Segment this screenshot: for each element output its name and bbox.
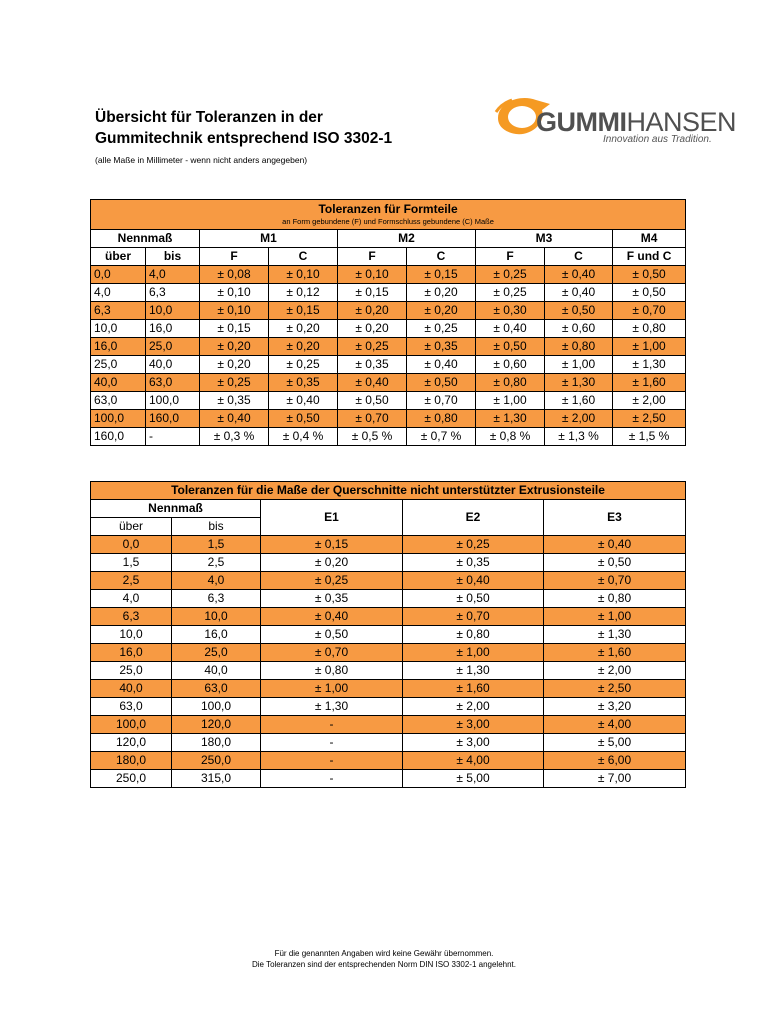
table-cell: ± 1,30	[403, 662, 544, 680]
table-cell: 10,0	[146, 302, 200, 320]
table-cell: ± 0,70	[613, 302, 686, 320]
table-cell: ± 0,20	[407, 302, 476, 320]
table-cell: ± 0,80	[407, 410, 476, 428]
table-row	[91, 266, 686, 284]
table-cell: ± 0,80	[403, 626, 544, 644]
table-cell: 100,0	[91, 410, 146, 428]
table-cell: ± 3,00	[403, 734, 544, 752]
table-cell: ± 0,40	[545, 266, 613, 284]
table-row	[91, 680, 686, 698]
table-cell: ± 0,80	[261, 662, 403, 680]
table-row	[91, 536, 686, 554]
table-cell: ± 2,00	[613, 392, 686, 410]
table-cell: ± 0,70	[403, 608, 544, 626]
table-cell: ± 1,60	[613, 374, 686, 392]
table-cell: ± 0,40	[338, 374, 407, 392]
table-cell: ± 0,40	[403, 572, 544, 590]
table-cell: 100,0	[172, 698, 261, 716]
table-row	[91, 608, 686, 626]
table-row	[91, 374, 686, 392]
table-row	[91, 734, 686, 752]
table-cell: ± 0,70	[407, 392, 476, 410]
table-cell: ± 2,50	[613, 410, 686, 428]
table-cell: ± 0,10	[338, 266, 407, 284]
table-cell: 10,0	[91, 626, 172, 644]
table-cell: ± 0,10	[200, 302, 269, 320]
table-cell: ± 0,15	[338, 284, 407, 302]
table2-column-header: E3	[544, 500, 686, 536]
table-cell: ± 2,00	[545, 410, 613, 428]
table-cell: ± 0,10	[269, 266, 338, 284]
table-cell: ± 0,12	[269, 284, 338, 302]
table-cell: ± 4,00	[403, 752, 544, 770]
table-row	[91, 662, 686, 680]
footer-line1: Für die genannten Angaben wird keine Gewähr übernommen.	[274, 949, 494, 958]
table-cell: 180,0	[172, 734, 261, 752]
table-cell: ± 0,08	[200, 266, 269, 284]
table-cell: ± 0,50	[545, 302, 613, 320]
table-cell: ± 0,50	[407, 374, 476, 392]
table-cell: ± 0,50	[261, 626, 403, 644]
table-cell: 10,0	[91, 320, 146, 338]
table-cell: 25,0	[91, 662, 172, 680]
table-cell: 40,0	[146, 356, 200, 374]
table-cell: ± 0,50	[269, 410, 338, 428]
table1-subheader-cell: bis	[146, 248, 200, 266]
table1-subheader-cell: C	[269, 248, 338, 266]
table-cell: 160,0	[146, 410, 200, 428]
table-cell: ± 3,20	[544, 698, 686, 716]
table-cell: ± 0,20	[269, 338, 338, 356]
table-cell: 250,0	[172, 752, 261, 770]
table-cell: ± 0,15	[261, 536, 403, 554]
table-cell: 6,3	[91, 608, 172, 626]
table-cell: ± 1,60	[403, 680, 544, 698]
table-cell: ± 0,15	[200, 320, 269, 338]
table-cell: ± 1,5 %	[613, 428, 686, 446]
table1-subheader-cell: F	[200, 248, 269, 266]
table-cell: ± 0,50	[403, 590, 544, 608]
table-cell: ± 0,80	[545, 338, 613, 356]
table2-title: Toleranzen für die Maße der Querschnitte nicht unterstützter Extrusionsteile	[171, 483, 605, 497]
table-cell: ± 6,00	[544, 752, 686, 770]
table2-body	[91, 536, 686, 788]
table-cell: ± 0,20	[407, 284, 476, 302]
table1-subheader-cell: C	[407, 248, 476, 266]
table-cell: ± 0,40	[545, 284, 613, 302]
footer-line2: Die Toleranzen sind der entsprechenden Norm DIN ISO 3302-1 angelehnt.	[251, 960, 516, 969]
table-cell: 63,0	[146, 374, 200, 392]
table-cell: ± 0,4 %	[269, 428, 338, 446]
logo-wordmark	[536, 108, 736, 136]
table-cell: 120,0	[172, 716, 261, 734]
table-row	[91, 284, 686, 302]
table-cell: ± 1,00	[544, 608, 686, 626]
table-cell: 16,0	[146, 320, 200, 338]
table-cell: ± 0,10	[200, 284, 269, 302]
table-cell: ± 0,25	[200, 374, 269, 392]
table1-subheader-cell: F	[476, 248, 545, 266]
table-cell: 4,0	[91, 284, 146, 302]
table-cell: 63,0	[91, 698, 172, 716]
table-cell: ± 0,20	[200, 356, 269, 374]
table1-subheader-cell: F und C	[613, 248, 686, 266]
table-cell: ± 1,30	[545, 374, 613, 392]
table-cell: ± 2,00	[403, 698, 544, 716]
table-cell: ± 1,60	[544, 644, 686, 662]
table-cell: 0,0	[91, 536, 172, 554]
table-cell: ± 1,00	[545, 356, 613, 374]
table-cell: 25,0	[91, 356, 146, 374]
extrusion-tolerance-table	[90, 481, 686, 788]
table-row	[91, 752, 686, 770]
table-cell: ± 1,30	[544, 626, 686, 644]
table-row	[91, 410, 686, 428]
table-cell: 6,3	[91, 302, 146, 320]
disclaimer-footer	[0, 948, 768, 970]
table1-subheader-cell: C	[545, 248, 613, 266]
table-cell: 4,0	[146, 266, 200, 284]
table-cell: ± 0,20	[338, 302, 407, 320]
table-cell: ± 0,25	[338, 338, 407, 356]
table2-column-header: E2	[403, 500, 544, 536]
table-row	[91, 392, 686, 410]
formteile-tolerance-table	[90, 199, 686, 446]
table-row	[91, 716, 686, 734]
table-cell: ± 0,15	[269, 302, 338, 320]
table2-column-header: E1	[261, 500, 403, 536]
table-cell: 6,3	[146, 284, 200, 302]
table-cell: ± 1,00	[476, 392, 545, 410]
table-cell: ± 0,25	[269, 356, 338, 374]
table-cell: ± 2,00	[544, 662, 686, 680]
table-cell: ± 0,40	[269, 392, 338, 410]
table1-group-header: M1	[200, 230, 338, 248]
table-cell: ± 0,35	[403, 554, 544, 572]
table-cell: ± 0,60	[545, 320, 613, 338]
table-cell: ± 0,40	[261, 608, 403, 626]
page-title-line2: Gummitechnik entsprechend ISO 3302-1	[95, 130, 393, 147]
table-row	[91, 302, 686, 320]
table-cell: ± 0,80	[476, 374, 545, 392]
table-cell: ± 0,40	[544, 536, 686, 554]
table-cell: ± 0,20	[261, 554, 403, 572]
table-cell: ± 0,50	[476, 338, 545, 356]
table-cell: ± 0,20	[200, 338, 269, 356]
table-row	[91, 770, 686, 788]
table1-title-cell	[91, 200, 686, 230]
table-cell: ± 0,25	[407, 320, 476, 338]
table-cell: ± 0,50	[613, 266, 686, 284]
table-cell: ± 0,60	[476, 356, 545, 374]
table-cell: -	[261, 734, 403, 752]
table-cell: ± 5,00	[403, 770, 544, 788]
table-cell: 160,0	[91, 428, 146, 446]
table-cell: 63,0	[172, 680, 261, 698]
table-cell: ± 0,35	[261, 590, 403, 608]
table-cell: ± 0,20	[269, 320, 338, 338]
table-cell: ± 0,8 %	[476, 428, 545, 446]
table-cell: 100,0	[146, 392, 200, 410]
logo-tagline: Innovation aus Tradition.	[603, 134, 712, 145]
table-cell: ± 2,50	[544, 680, 686, 698]
table-cell: ± 1,30	[476, 410, 545, 428]
table-cell: ± 1,60	[545, 392, 613, 410]
table-cell: ± 1,30	[613, 356, 686, 374]
table-row	[91, 590, 686, 608]
table-row	[91, 320, 686, 338]
table1-group-header: M3	[476, 230, 613, 248]
table-cell: ± 0,50	[338, 392, 407, 410]
gummihansen-logo	[490, 88, 737, 150]
table-cell: ± 0,70	[338, 410, 407, 428]
table1-nennmass-header: Nennmaß	[91, 230, 200, 248]
table-cell: ± 1,00	[403, 644, 544, 662]
table-cell: ± 0,40	[407, 356, 476, 374]
table-cell: 4,0	[91, 590, 172, 608]
table-cell: ± 0,20	[338, 320, 407, 338]
table-cell: ± 1,3 %	[545, 428, 613, 446]
table-cell: 40,0	[91, 374, 146, 392]
table-row	[91, 572, 686, 590]
table-cell: ± 0,50	[613, 284, 686, 302]
table1-subtitle: an Form gebundene (F) und Formschluss gebundene (C) Maße	[282, 217, 494, 226]
table-cell: ± 1,00	[261, 680, 403, 698]
table-cell: 180,0	[91, 752, 172, 770]
table2-nennmass-header: Nennmaß	[91, 500, 261, 518]
table-cell: ± 0,5 %	[338, 428, 407, 446]
table-cell: ± 0,35	[407, 338, 476, 356]
table-row	[91, 644, 686, 662]
table-cell: 2,5	[172, 554, 261, 572]
table-cell: ± 0,25	[403, 536, 544, 554]
page-title	[95, 107, 475, 149]
table-cell: 16,0	[91, 338, 146, 356]
table-cell: ± 0,80	[544, 590, 686, 608]
table-cell: ± 0,25	[476, 266, 545, 284]
table-row	[91, 626, 686, 644]
table-cell: 40,0	[172, 662, 261, 680]
table-cell: 2,5	[91, 572, 172, 590]
table1-subheader-row	[91, 248, 686, 266]
table-cell: 4,0	[172, 572, 261, 590]
table-cell: ± 3,00	[403, 716, 544, 734]
table-cell: 1,5	[172, 536, 261, 554]
table-cell: ± 1,30	[261, 698, 403, 716]
table2-subheader-bis: bis	[172, 518, 261, 536]
table1-subheader-cell: F	[338, 248, 407, 266]
table-cell: ± 0,3 %	[200, 428, 269, 446]
table-cell: -	[146, 428, 200, 446]
table-cell: 120,0	[91, 734, 172, 752]
table-cell: 25,0	[146, 338, 200, 356]
table-cell: 25,0	[172, 644, 261, 662]
table-row	[91, 428, 686, 446]
table1-subheader-cell: über	[91, 248, 146, 266]
table-cell: ± 0,50	[544, 554, 686, 572]
table-cell: ± 0,70	[261, 644, 403, 662]
table-row	[91, 356, 686, 374]
table1-group-header: M2	[338, 230, 476, 248]
table-cell: 6,3	[172, 590, 261, 608]
table-cell: ± 0,35	[269, 374, 338, 392]
table-cell: 63,0	[91, 392, 146, 410]
table-cell: ± 0,70	[544, 572, 686, 590]
table-cell: 16,0	[172, 626, 261, 644]
table-cell: 315,0	[172, 770, 261, 788]
table1-title: Toleranzen für Formteile	[318, 202, 458, 216]
table-row	[91, 698, 686, 716]
table1-group-header: M4	[613, 230, 686, 248]
table-cell: ± 5,00	[544, 734, 686, 752]
table-cell: ± 0,7 %	[407, 428, 476, 446]
page-subtitle: (alle Maße in Millimeter - wenn nicht anders angegeben)	[95, 155, 308, 165]
table-cell: ± 7,00	[544, 770, 686, 788]
table-cell: 16,0	[91, 644, 172, 662]
logo-word-hansen: HANSEN	[626, 107, 737, 137]
table-cell: -	[261, 716, 403, 734]
table-cell: -	[261, 770, 403, 788]
logo-word-gummi: GUMMI	[536, 107, 627, 137]
table-cell: -	[261, 752, 403, 770]
table-cell: 0,0	[91, 266, 146, 284]
table-cell: ± 0,30	[476, 302, 545, 320]
table-row	[91, 554, 686, 572]
table-cell: ± 1,00	[613, 338, 686, 356]
table-cell: ± 0,15	[407, 266, 476, 284]
table-cell: 40,0	[91, 680, 172, 698]
table-cell: 10,0	[172, 608, 261, 626]
table-cell: ± 0,40	[200, 410, 269, 428]
table-row	[91, 338, 686, 356]
table-cell: 250,0	[91, 770, 172, 788]
table-cell: ± 0,40	[476, 320, 545, 338]
table-cell: ± 0,35	[338, 356, 407, 374]
table-cell: ± 0,25	[476, 284, 545, 302]
table-cell: ± 0,25	[261, 572, 403, 590]
table-cell: ± 0,35	[200, 392, 269, 410]
table-cell: 100,0	[91, 716, 172, 734]
table-cell: ± 4,00	[544, 716, 686, 734]
table2-title-cell	[91, 482, 686, 500]
table-cell: 1,5	[91, 554, 172, 572]
table-cell: ± 0,80	[613, 320, 686, 338]
page-title-line1: Übersicht für Toleranzen in der	[95, 109, 323, 126]
table2-subheader-ueber: über	[91, 518, 172, 536]
table1-body	[91, 266, 686, 446]
